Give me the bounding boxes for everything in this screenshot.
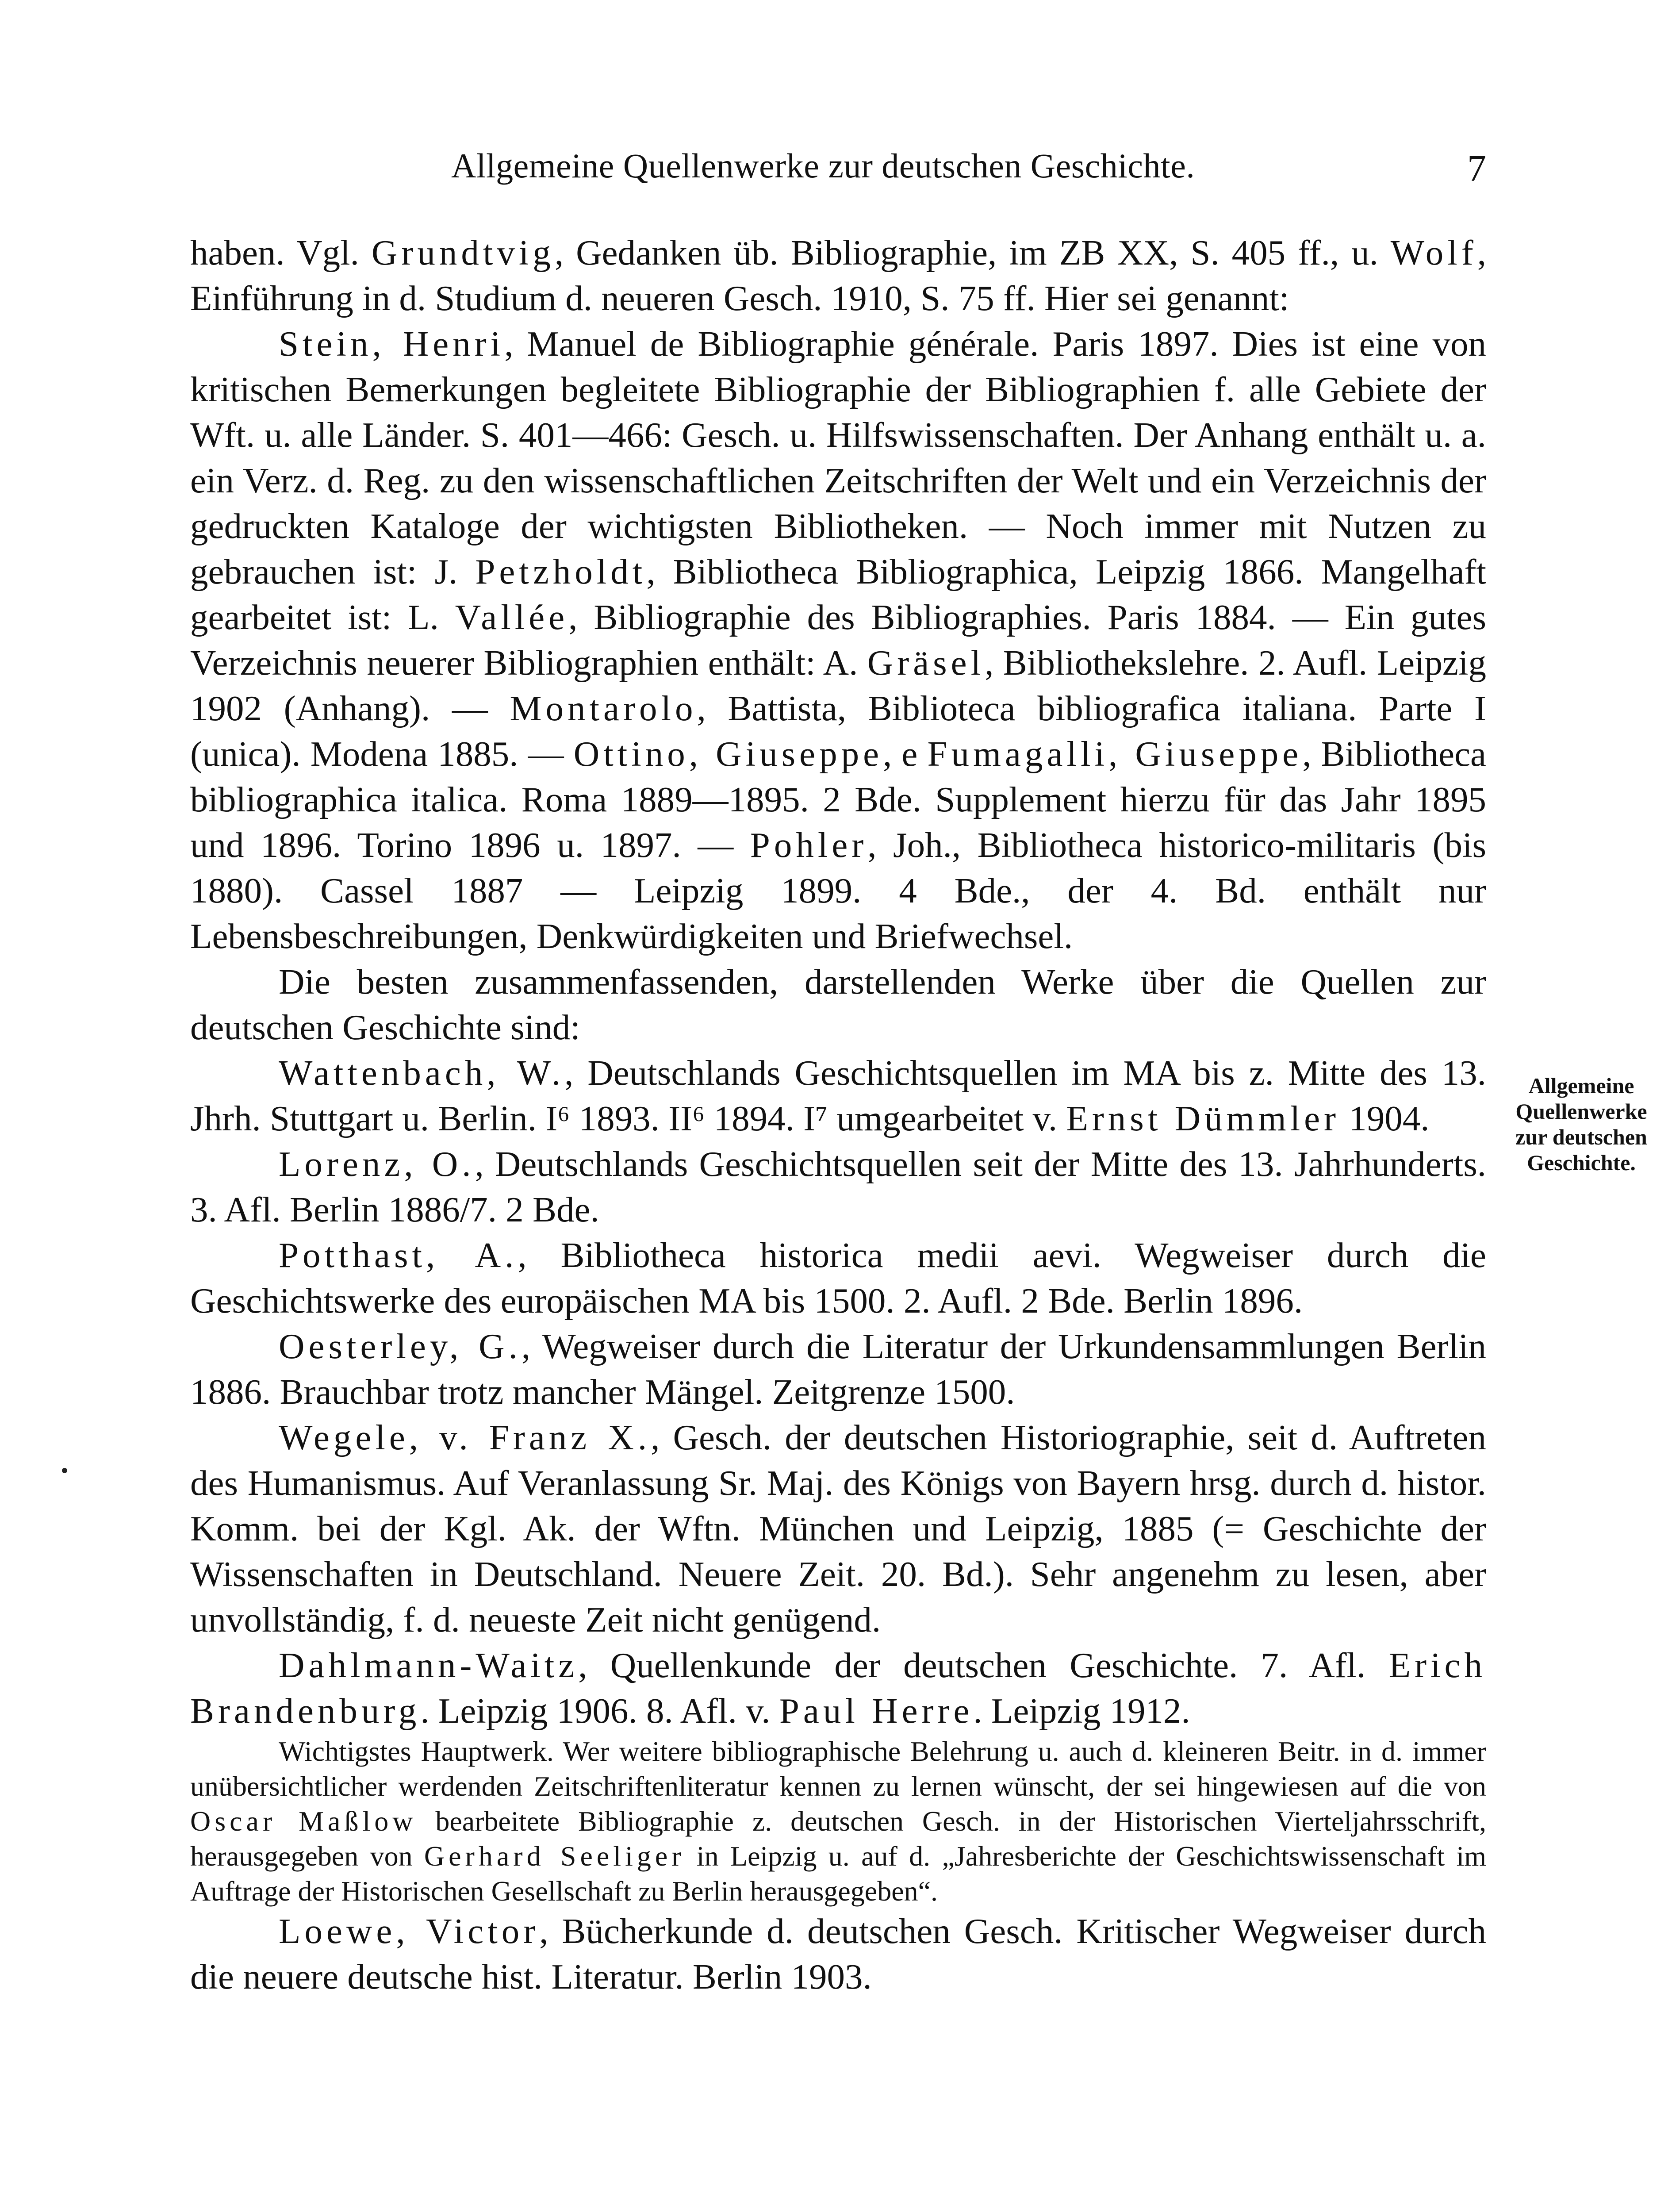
author-name: Gerhard Seeliger — [424, 1840, 685, 1872]
author-name: Montarolo — [510, 688, 697, 728]
page-number: 7 — [1467, 147, 1486, 189]
author-name: Erich Brandenburg — [190, 1645, 1486, 1731]
entry-stein: Stein, Henri, Manuel de Bibliographie générale. Paris 1897. Dies ist eine von kritischen Bemerkungen begleitete Bibliographie der Bibliographien f. alle Gebiete der Wft. u. alle Länder. S. 401—466: Gesch. u. Hilfswissenschaften. Der Anhang enthält u. a. ein Verz. d. Reg. zu den wissenschaftlichen Zeitschriften der Welt und ein Verzeichnis der gedruckten Kataloge der wichtigsten Bibliotheken. — Noch immer mit Nutzen zu gebrauchen ist: J. Petzholdt, Bibliotheca Bibliographica, Leipzig 1866. Mangelhaft gearbeitet ist: L. Vallée, Bibliographie des Bibliographies. Paris 1884. — Ein gutes Verzeichnis neuerer Bibliographien enthält: A. Gräsel, Bibliothekslehre. 2. Aufl. Leipzig 1902 (Anhang). — Montarolo, Battista, Biblioteca bibliografica italiana. Parte I (unica). Modena 1885. — Ottino, Giuseppe, e Fumagalli, Giuseppe, Bibliotheca bibliographica italica. Roma 1889—1895. 2 Bde. Supplement hierzu für das Jahr 1895 und 1896. Torino 1896 u. 1897. — Pohler, Joh., Bibliotheca historico-militaris (bis 1880). Cassel 1887 — Leipzig 1899. 4 Bde., der 4. Bd. enthält nur Lebensbeschreibungen, Denkwürdigkeiten und Briefwechsel. — [190, 324, 1487, 956]
author-name: Ottino, Giuseppe — [573, 734, 883, 774]
author-name: Potthast, A. — [279, 1235, 518, 1275]
entry-wattenbach: Wattenbach, W., Deutschlands Geschichtsquellen im MA bis z. Mitte des 13. Jhrh. Stuttgart u. Berlin. I⁶ 1893. II⁶ 1894. I⁷ umgearbeitet v. Ernst Dümmler 1904. — [190, 1053, 1486, 1138]
author-name: Wegele, v. Franz X. — [279, 1417, 651, 1457]
author-name: Ernst Dümmler — [1066, 1098, 1340, 1138]
author-name: Pohler — [750, 825, 868, 865]
author-name: Wolf — [1390, 233, 1477, 273]
author-name: Loewe, Victor — [279, 1911, 540, 1951]
author-name: Wattenbach, W. — [279, 1053, 565, 1093]
author-name: Dahlmann-Waitz — [279, 1645, 579, 1685]
page-speck — [62, 1468, 67, 1473]
entry-dahlmann-waitz: Dahlmann-Waitz, Quellenkunde der deutschen Geschichte. 7. Afl. Erich Brandenburg. Leipzig 1906. 8. Afl. v. Paul Herre. Leipzig 1912. — [190, 1645, 1486, 1731]
entry-oesterley: Oesterley, G., Wegweiser durch die Literatur der Urkundensammlungen Berlin 1886. Brauchbar trotz mancher Mängel. Zeitgrenze 1500. — [190, 1326, 1486, 1412]
entry-potthast: Potthast, A., Bibliotheca historica medii aevi. Wegweiser durch die Geschichtswerke des europäischen MA bis 1500. 2. Aufl. 2 Bde. Berlin 1896. — [190, 1235, 1487, 1321]
author-name: Oscar Maßlow — [190, 1805, 417, 1837]
body-text — [190, 230, 1486, 2000]
author-name: Stein, Henri — [279, 324, 505, 364]
margin-note-line: Geschichte. — [1527, 1150, 1636, 1175]
note-small-print: Wichtigstes Hauptwerk. Wer weitere bibliographische Belehrung u. auch d. kleineren Beitr. in d. immer unübersichtlicher werdenden Zeitschriftenliteratur kennen zu lernen wünscht, der sei hingewiesen auf die von Oscar Maßlow bearbeitete Bibliographie z. deutschen Gesch. in der Historischen Vierteljahrsschrift, herausgegeben von Gerhard Seeliger in Leipzig u. auf d. „Jahresberichte der Geschichtswissenschaft im Auftrage der Historischen Gesellschaft zu Berlin herausgegeben“. — [190, 1736, 1487, 1907]
entry-wegele: Wegele, v. Franz X., Gesch. der deutschen Historiographie, seit d. Auftreten des Humanismus. Auf Veranlassung Sr. Maj. des Königs von Bayern hrsg. durch d. histor. Komm. bei der Kgl. Ak. der Wftn. München und Leipzig, 1885 (= Geschichte der Wissenschaften in Deutschland. Neuere Zeit. 20. Bd.). Sehr angenehm zu lesen, aber unvollständig, f. d. neueste Zeit nicht genügend. — [190, 1417, 1486, 1640]
margin-note-line: Allgemeine — [1528, 1073, 1634, 1098]
author-name: Lorenz, O. — [279, 1144, 475, 1184]
page-header — [190, 146, 1486, 199]
running-title: Allgemeine Quellenwerke zur deutschen Geschichte. — [451, 146, 1195, 185]
margin-note-line: zur deutschen — [1515, 1125, 1647, 1149]
author-name: Grundtvig — [371, 233, 555, 273]
author-name: Oesterley, G. — [279, 1326, 522, 1366]
author-name: Petzholdt — [475, 552, 647, 591]
author-name: Paul Herre — [779, 1691, 974, 1731]
margin-note — [1506, 1073, 1657, 1175]
paragraph-intro: haben. Vgl. Grundtvig, Gedanken üb. Bibliographie, im ZB XX, S. 405 ff., u. Wolf, Einführung in d. Studium d. neueren Gesch. 1910, S. 75 ff. Hier sei genannt: — [190, 233, 1486, 318]
entry-loewe: Loewe, Victor, Bücherkunde d. deutschen Gesch. Kritischer Wegweiser durch die neuere deutsche hist. Literatur. Berlin 1903. — [190, 1911, 1486, 1997]
entry-lorenz: Lorenz, O., Deutschlands Geschichtsquellen seit der Mitte des 13. Jahrhunderts. 3. Afl. Berlin 1886/7. 2 Bde. — [190, 1144, 1486, 1229]
author-name: Vallée — [455, 597, 569, 637]
margin-note-line: Quellenwerke — [1515, 1099, 1647, 1124]
paragraph-best-works: Die besten zusammenfassenden, darstellenden Werke über die Quellen zur deutschen Geschichte sind: — [190, 962, 1486, 1047]
author-name: Gräsel — [867, 643, 985, 683]
author-name: Fumagalli, Giuseppe — [927, 734, 1303, 774]
